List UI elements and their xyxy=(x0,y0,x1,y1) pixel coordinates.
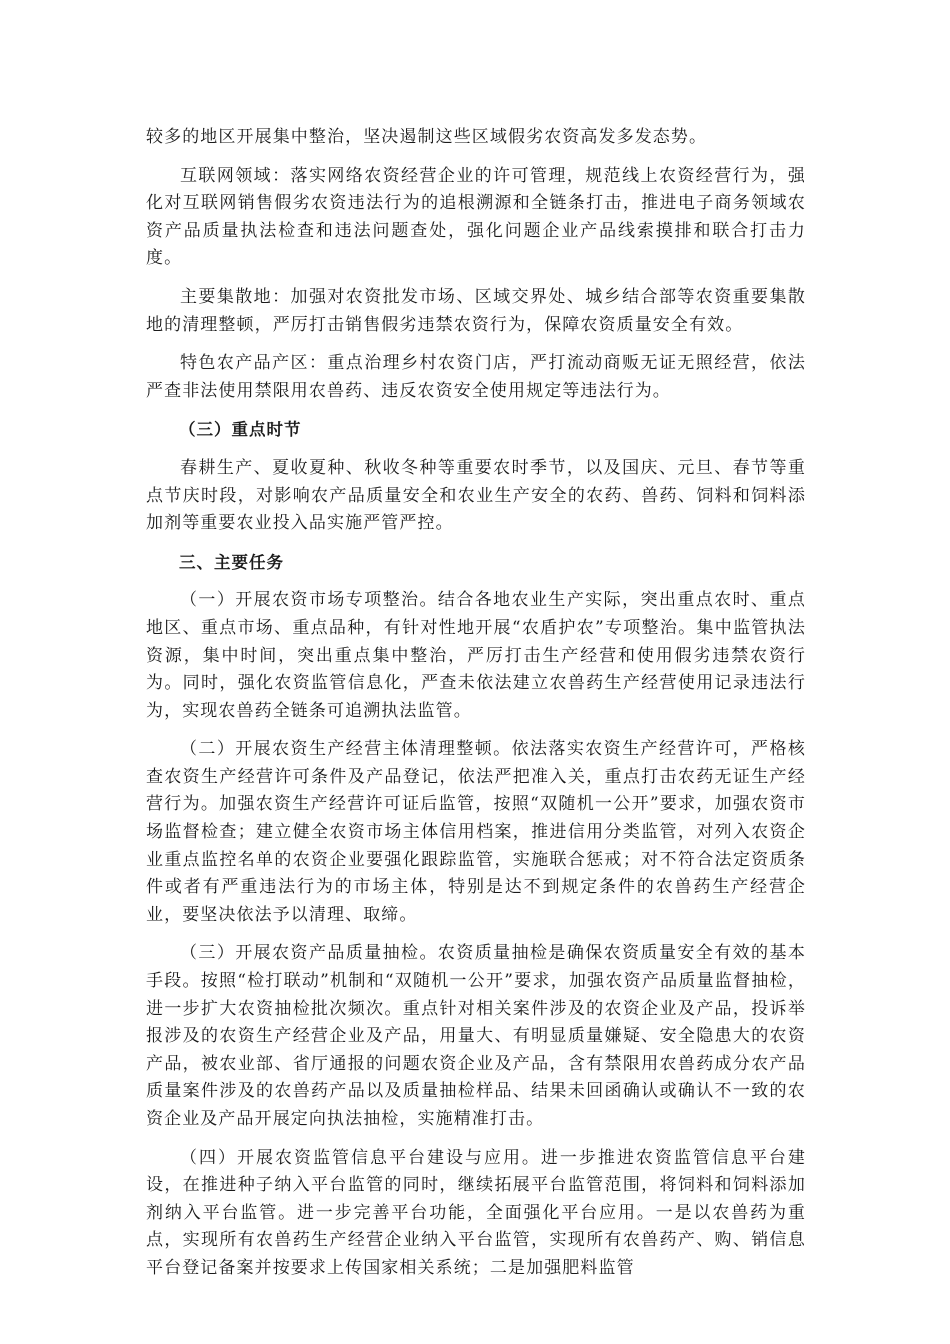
paragraph-specialty-areas: 特色农产品产区：重点治理乡村农资门店，严打流动商贩无证无照经营，依法严查非法使用禁限用农兽药、违反农资安全使用规定等违法行为。 xyxy=(146,353,806,401)
paragraph-internet-domain: 互联网领域：落实网络农资经营企业的许可管理，规范线上农资经营行为，强化对互联网销售假劣农资违法行为的追根溯源和全链条打击，推进电子商务领域农资产品质量执法检查和违法问题查处，强化问题企业产品线索摸排和联合打击力度。 xyxy=(146,165,806,269)
paragraph-distribution-hubs: 主要集散地：加强对农资批发市场、区域交界处、城乡结合部等农资重要集散地的清理整顿，严厉打击销售假劣违禁农资行为，保障农资质量安全有效。 xyxy=(146,286,806,335)
section-heading-key-seasons: （三）重点时节 xyxy=(179,420,302,440)
section-heading-main-tasks: 三、主要任务 xyxy=(179,552,284,572)
paragraph-intro-continuation: 较多的地区开展集中整治，坚决遏制这些区域假劣农资高发多发态势。 xyxy=(146,127,708,147)
paragraph-task-4: （四）开展农资监管信息平台建设与应用。进一步推进农资监管信息平台建设，在推进种子纳入平台监管的同时，继续拓展平台监管范围，将饲料和饲料添加剂纳入平台监管。进一步完善平台功能，全面强化平台应用。一是以农兽药为重点，实现所有农兽药生产经营企业纳入平台监管，实现所有农兽药产、购、销信息平台登记备案并按要求上传国家相关系统；二是加强肥料监管 xyxy=(146,1147,806,1278)
paragraph-key-seasons: 春耕生产、夏收夏种、秋收冬种等重要农时季节，以及国庆、元旦、春节等重点节庆时段，对影响农产品质量安全和农业生产安全的农药、兽药、饲料和饲料添加剂等重要农业投入品实施严管严控。 xyxy=(146,457,806,534)
paragraph-task-3: （三）开展农资产品质量抽检。农资质量抽检是确保农资质量安全有效的基本手段。按照“检打联动”机制和“双随机一公开”要求，加强农资产品质量监督抽检，进一步扩大农资抽检批次频次。重点针对相关案件涉及的农资企业及产品，投诉举报涉及的农资生产经营企业及产品，用量大、有明显质量嫌疑、安全隐患大的农资产品，被农业部、省厅通报的问题农资企业及产品，含有禁限用农兽药成分农产品质量案件涉及的农兽药产品以及质量抽检样品、结果未回函确认或确认不一致的农资企业及产品开展定向执法抽检，实施精准打击。 xyxy=(146,943,806,1129)
document-body xyxy=(146,124,806,1294)
paragraph-task-2: （二）开展农资生产经营主体清理整顿。依法落实农资生产经营许可，严格核查农资生产经营许可条件及产品登记，依法严把准入关，重点打击农药无证生产经营行为。加强农资生产经营许可证后监管，按照“双随机一公开”要求，加强农资市场监督检查；建立健全农资市场主体信用档案，推进信用分类监管，对列入农资企业重点监控名单的农资企业要强化跟踪监管，实施联合惩戒；对不符合法定资质条件或者有严重违法行为的市场主体，特别是达不到规定条件的农兽药生产经营企业，要坚决依法予以清理、取缔。 xyxy=(146,739,806,925)
paragraph-task-1: （一）开展农资市场专项整治。结合各地农业生产实际，突出重点农时、重点地区、重点市场、重点品种，有针对性地开展“农盾护农”专项整治。集中监管执法资源，集中时间，突出重点集中整治，严厉打击生产经营和使用假劣违禁农资行为。同时，强化农资监管信息化，严查未依法建立农兽药生产经营使用记录违法行为，实现农兽药全链条可追溯执法监管。 xyxy=(146,590,806,721)
